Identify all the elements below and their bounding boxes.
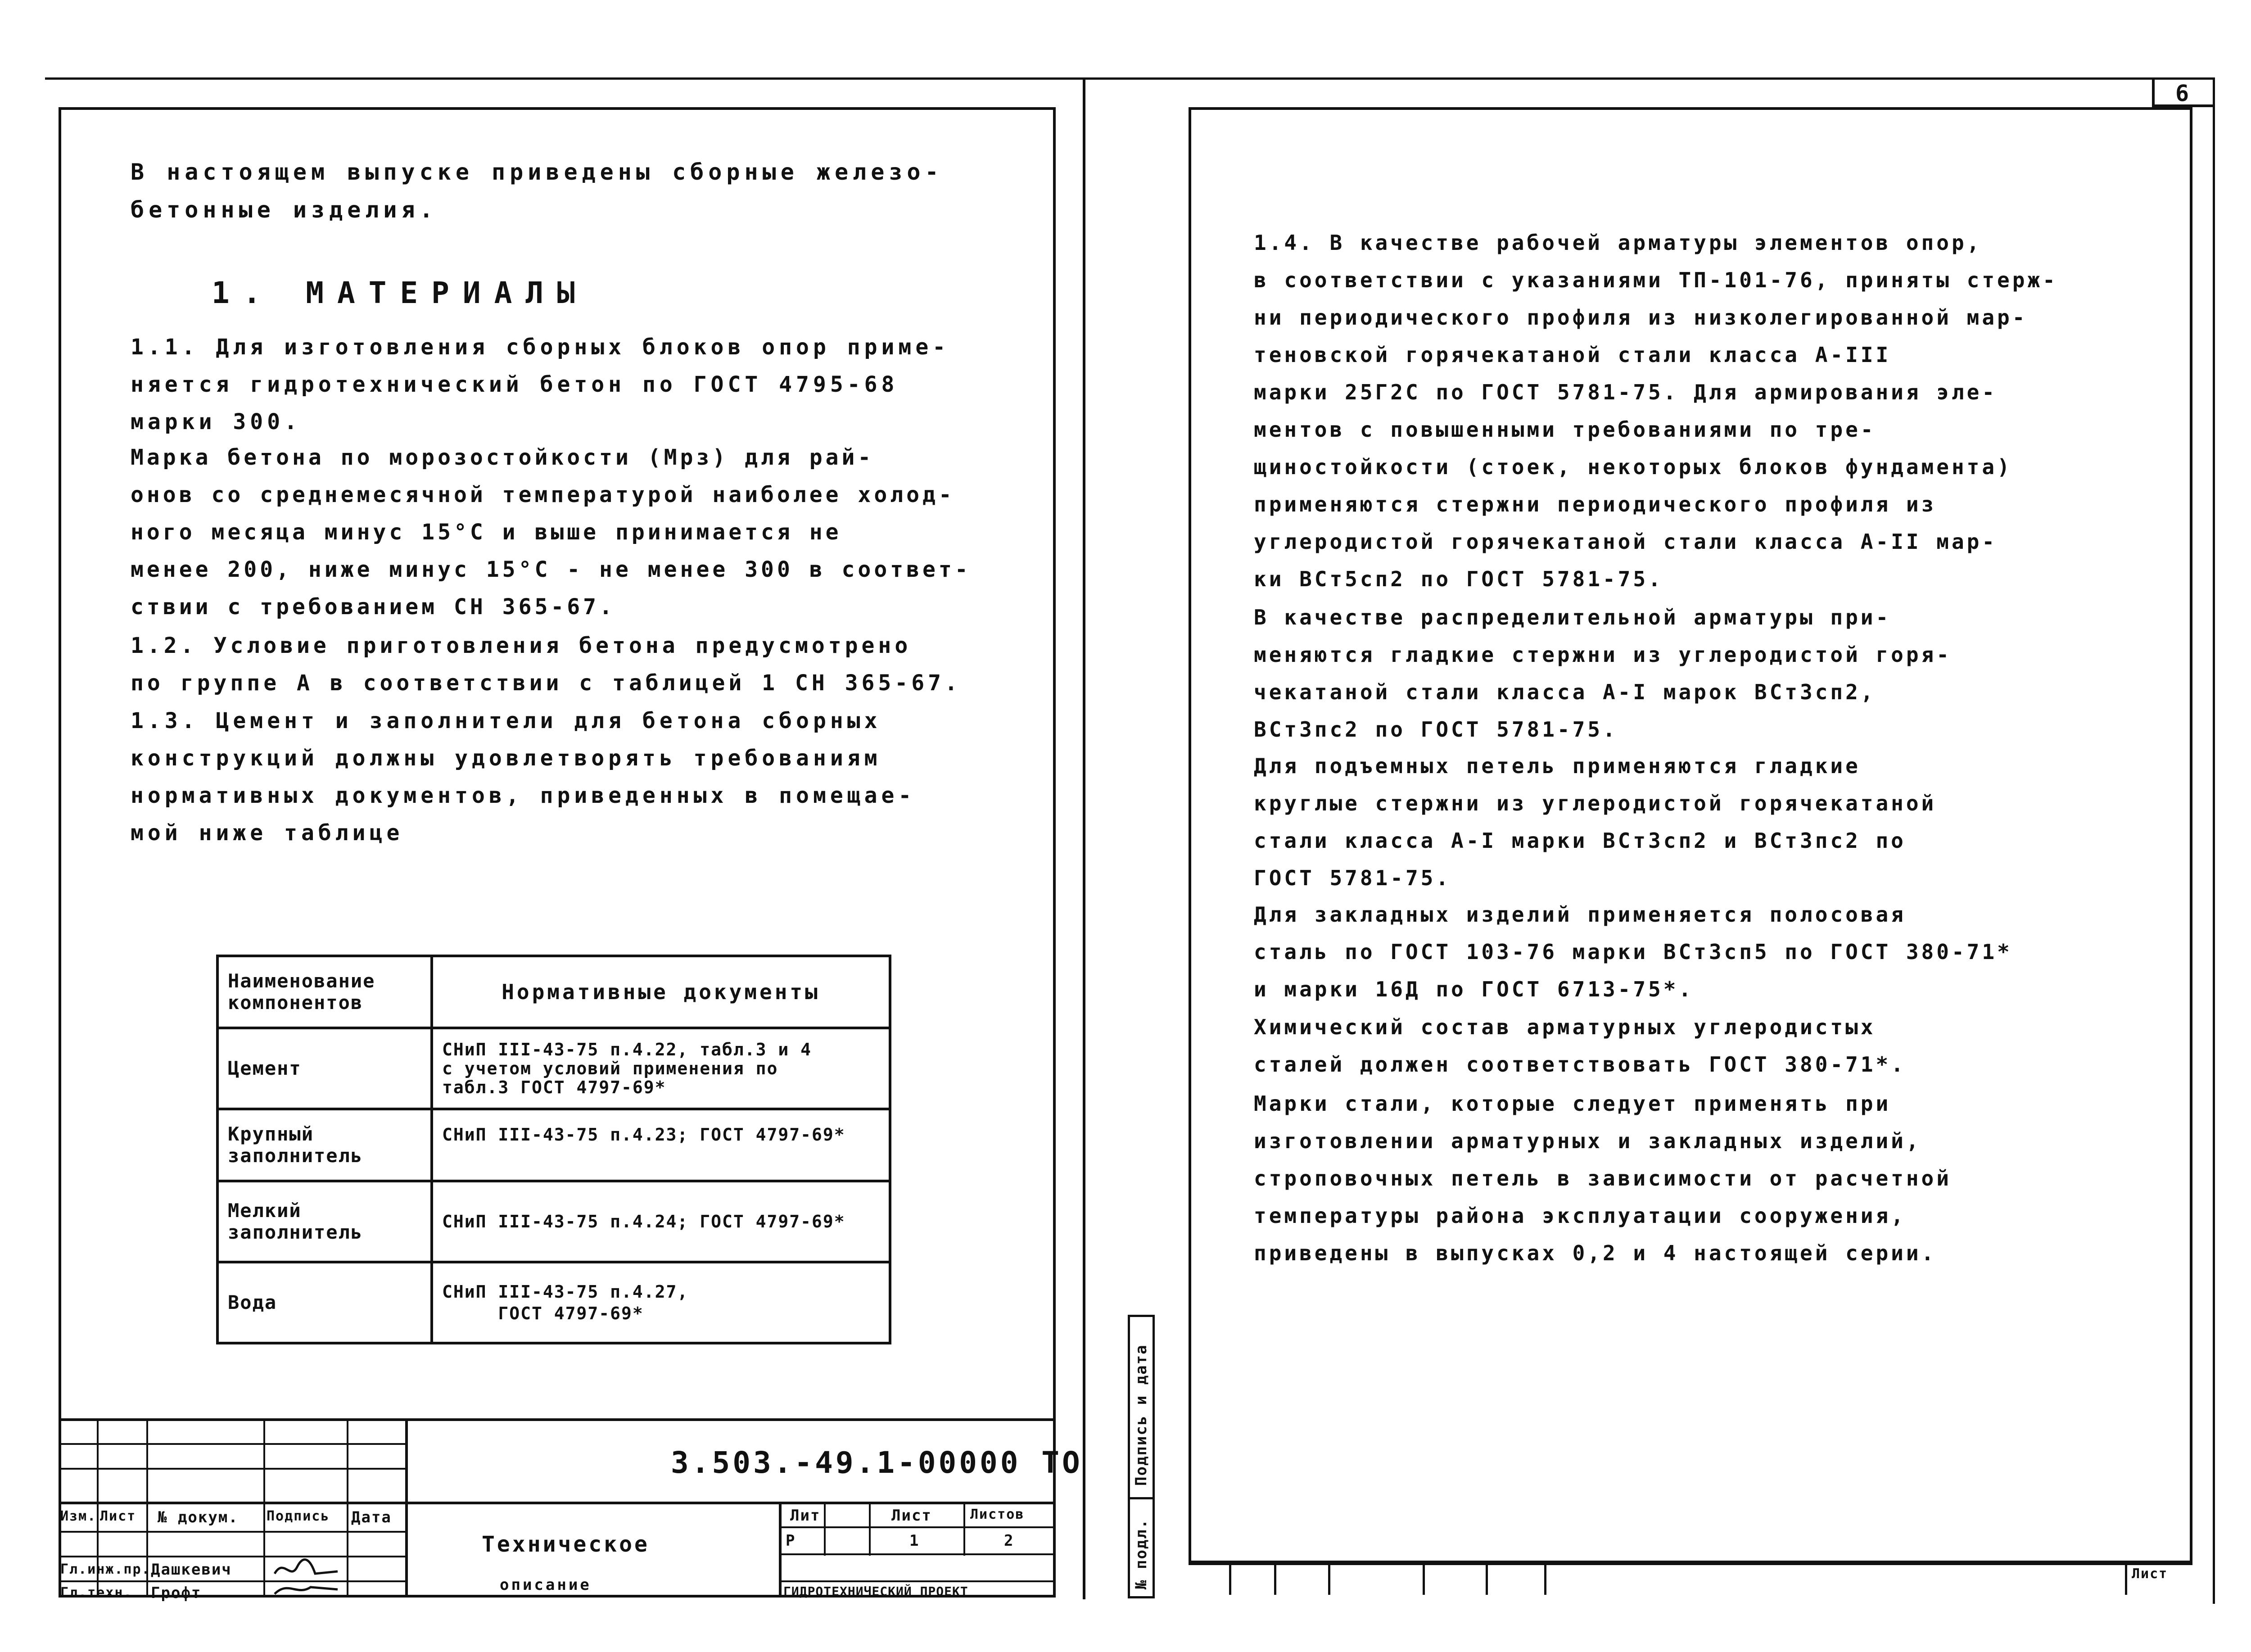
tb-col-izm: Изм. [60, 1508, 97, 1524]
signature-mark [270, 1580, 342, 1598]
tb-designation: 3.503.-49.1-00000 ТО [671, 1445, 1083, 1480]
right-bottom-strip [1189, 1563, 2192, 1565]
table-header-docs: Нормативные документы [432, 956, 890, 1028]
table-header-row [217, 956, 890, 1028]
tb-col-podpis: Подпись [267, 1508, 330, 1524]
tick [1328, 1563, 1330, 1595]
tb-name-1: Дашкевич [151, 1561, 232, 1579]
tick [1486, 1563, 1488, 1595]
tick [1274, 1563, 1276, 1595]
section-heading: 1. МАТЕРИАЛЫ [212, 276, 588, 310]
tb-hline [779, 1553, 1056, 1555]
side-stamp-divider [1128, 1497, 1155, 1499]
tb-lit-value: Р [786, 1532, 796, 1550]
paragraph-1-1: 1.1. Для изготовления сборных блоков опор приме- няется гидротехнический бетон по ГОСТ 4795-68 марки 300. [131, 335, 950, 434]
tb-hline [59, 1443, 405, 1445]
tb-list-value: 1 [909, 1532, 920, 1550]
table-cell-component: Мелкий заполнитель [217, 1181, 432, 1262]
table-cell-component: Крупный заполнитель [217, 1109, 432, 1181]
tb-hline [59, 1531, 405, 1533]
tb-vline [779, 1502, 782, 1598]
tb-vline [347, 1418, 348, 1598]
side-stamp-original-number: № подл. [1132, 1518, 1150, 1589]
paragraph-chemical-composition: Химический состав арматурных углеродистых сталей должен соответствовать ГОСТ 380-71*. [1254, 1015, 1906, 1077]
tb-hline [59, 1468, 405, 1470]
paragraph-lifting-loops: Для подъемных петель применяются гладкие круглые стержни из углеродистой горячекатаной стали класса А-I марки ВСт3сп2 и ВСт3пс2 по ГОСТ 5781-75. [1254, 754, 1937, 890]
table-cell-docs: СНиП III-43-75 п.4.23; ГОСТ 4797-69* [432, 1109, 890, 1181]
title-block [59, 1418, 1083, 1602]
tb-doc-title: Техническое [482, 1532, 650, 1557]
tick [1229, 1563, 1231, 1595]
tb-hline [59, 1556, 405, 1557]
tick [1423, 1563, 1425, 1595]
table-cell-docs: СНиП III-43-75 п.4.24; ГОСТ 4797-69* [432, 1181, 890, 1262]
top-rule [45, 77, 2215, 80]
table-cell-component: Вода [217, 1262, 432, 1343]
paragraph-1-4: 1.4. В качестве рабочей арматуры элементов опор, в соответствии с указаниями ТП-101-76, приняты стерж- ни периодического профиля из низколегированной мар- теновской горячекатаной стали класса А-III марки 25Г2С по ГОСТ 5781-75. Для армирования эле- ментов с повышенными требованиями по тре- щиностойкости (стоек, некоторых блоков фундамента) применяются стержни периодического профиля из углеродистой горячекатаной стали класса А-II мар- ки ВСт5сп2 по ГОСТ 5781-75. [1254, 231, 2058, 591]
tb-vline [869, 1502, 871, 1556]
table-row [217, 1181, 890, 1262]
right-outer-edge [2213, 77, 2215, 1604]
tb-listov-label: Листов [970, 1507, 1025, 1522]
tb-hline [59, 1502, 1056, 1504]
sheet-number: 6 [2175, 80, 2190, 106]
paragraph-1-3: 1.3. Цемент и заполнители для бетона сборных конструкций должны удовлетворять требованиям нормативных документов, приведенных в помещае- мой ниже таблице [131, 708, 916, 846]
tb-col-ndoc: № докум. [158, 1508, 239, 1526]
paragraph-1-2: 1.2. Условие приготовления бетона предусмотрено по группе А в соответствии с таблицей 1 СН 365-67. [131, 633, 961, 696]
tb-vline [824, 1502, 826, 1556]
paragraph-frost-resistance: Марка бетона по морозостойкости (Мрз) для рай- онов со среднемесячной температурой наиболее холод- ного месяца минус 15°С и выше принимается не менее 200, ниже минус 15°С - не менее 300 в соответ- ствии с требованием СН 365-67. [131, 445, 971, 620]
tb-hline [779, 1580, 1056, 1582]
tick [2125, 1563, 2127, 1595]
signature-mark [270, 1556, 342, 1583]
corner-sheet-label: Лист [2132, 1566, 2168, 1582]
tick [1544, 1563, 1546, 1595]
tb-col-data: Дата [351, 1508, 392, 1526]
table-header-component: Наименование компонентов [217, 956, 432, 1028]
tb-listov-value: 2 [1004, 1532, 1014, 1550]
tb-hline [59, 1580, 405, 1582]
paragraph-steel-grades: Марки стали, которые следует применять при изготовлении арматурных и закладных изделий, строповочных петель в зависимости от расчетной температуры района эксплуатации сооружения, приведены в выпусках 0,2 и 4 настоящей серии. [1254, 1091, 1952, 1265]
table-row [217, 1262, 890, 1343]
table-cell-component: Цемент [217, 1028, 432, 1109]
intro-text: В настоящем выпуске приведены сборные железо- бетонные изделия. [131, 159, 943, 223]
tb-organization: ГИДРОТЕХНИЧЕСКИЙ ПРОЕКТ [783, 1584, 968, 1599]
table-cell-docs: СНиП III-43-75 п.4.27, ГОСТ 4797-69* [432, 1262, 890, 1343]
tb-hline [59, 1418, 1056, 1421]
tb-doc-title-2: описание [500, 1576, 592, 1594]
center-fold-line [1083, 77, 1085, 1599]
paragraph-embedded-items: Для закладных изделий применяется полосовая сталь по ГОСТ 103-76 марки ВСт3сп5 по ГОСТ 380-71* и марки 16Д по ГОСТ 6713-75*. [1254, 902, 2012, 1001]
tb-role-1: Гл.инж.пр. [60, 1561, 151, 1577]
tb-lit-label: Лит [790, 1507, 821, 1525]
table-row [217, 1028, 890, 1109]
tb-vline [263, 1418, 265, 1598]
tb-name-2: Грофт [151, 1584, 202, 1602]
tb-role-2: Гл.техн. [60, 1585, 133, 1601]
paragraph-distribution-rebar: В качестве распределительной арматуры при- меняются гладкие стержни из углеродистой горя- чекатаной стали класса А-I марок ВСт3сп2, ВСт3пс2 по ГОСТ 5781-75. [1254, 605, 1952, 742]
table-row [217, 1109, 890, 1181]
tb-vline [405, 1418, 408, 1598]
tb-vline [963, 1502, 965, 1556]
table-cell-docs: СНиП III-43-75 п.4.22, табл.3 и 4 с учетом условий применения по табл.3 ГОСТ 4797-69* [432, 1028, 890, 1109]
normative-documents-table [216, 955, 891, 1344]
side-stamp-signature-date: Подпись и дата [1132, 1344, 1150, 1486]
tb-hline [779, 1526, 1056, 1528]
tb-list-label: Лист [891, 1507, 932, 1525]
tb-col-list: Лист [100, 1508, 136, 1524]
